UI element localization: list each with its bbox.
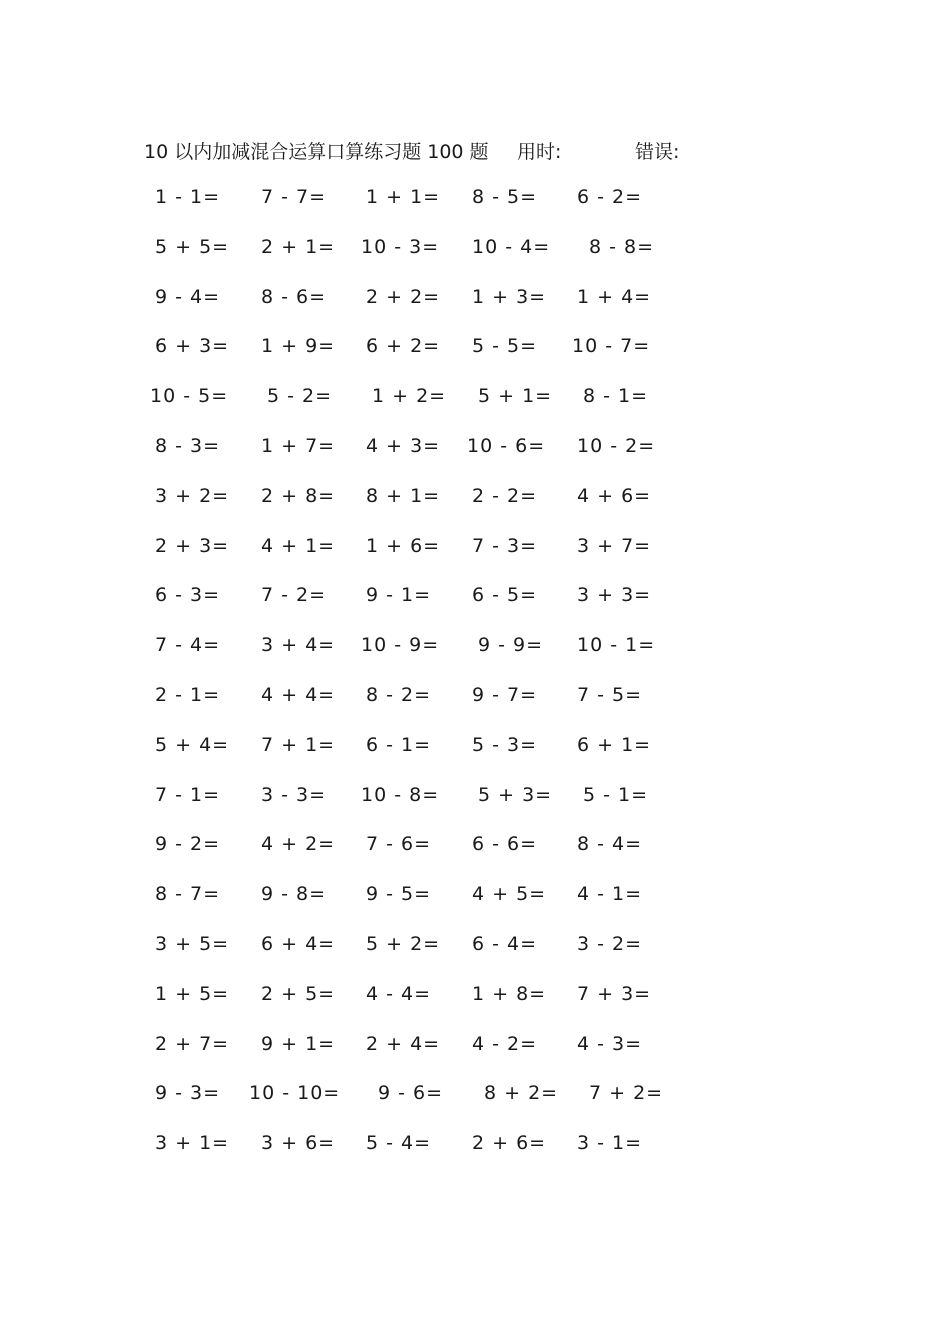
- problem-row: [0, 236, 950, 286]
- problem-item: 8 - 7=: [155, 883, 221, 906]
- problem-item: 4 - 2=: [472, 1032, 538, 1055]
- problem-row: [0, 634, 950, 684]
- problem-row: [0, 485, 950, 535]
- problem-item: 3 + 6=: [261, 1132, 336, 1155]
- problem-item: 2 + 8=: [261, 484, 336, 507]
- problem-row: [0, 784, 950, 834]
- problem-item: 2 + 5=: [261, 982, 336, 1005]
- problem-item: 8 - 4=: [577, 833, 643, 856]
- problem-item: 3 + 5=: [155, 932, 230, 955]
- problem-item: 4 - 4=: [366, 982, 432, 1005]
- problem-item: 4 + 2=: [261, 833, 336, 856]
- problem-item: 1 + 8=: [472, 982, 547, 1005]
- problem-item: 1 + 5=: [155, 982, 230, 1005]
- problem-item: 6 - 4=: [472, 932, 538, 955]
- problem-item: 4 + 3=: [366, 434, 441, 457]
- problem-item: 4 + 5=: [472, 883, 547, 906]
- worksheet-header: [144, 137, 844, 165]
- problem-item: 1 - 1=: [155, 186, 221, 208]
- errors-label: 错误:: [635, 141, 680, 163]
- problem-item: 10 - 4=: [472, 235, 551, 258]
- problem-row: [0, 1132, 950, 1182]
- problem-row: [0, 385, 950, 435]
- problem-item: 3 + 4=: [261, 634, 336, 657]
- problem-item: 2 + 4=: [366, 1032, 441, 1055]
- problem-row: [0, 535, 950, 585]
- problem-item: 1 + 3=: [472, 285, 547, 308]
- problem-item: 6 + 4=: [261, 932, 336, 955]
- problem-item: 9 - 7=: [472, 683, 538, 706]
- problem-item: 10 - 7=: [572, 335, 651, 358]
- problem-item: 5 - 1=: [583, 783, 649, 806]
- problem-row: [0, 983, 950, 1033]
- problem-row: [0, 933, 950, 983]
- problem-item: 8 - 3=: [155, 434, 221, 457]
- problem-item: 5 - 2=: [267, 385, 333, 408]
- problem-item: 5 - 4=: [366, 1132, 432, 1155]
- problem-item: 4 + 6=: [577, 484, 652, 507]
- problem-item: 5 + 1=: [478, 385, 553, 408]
- problem-item: 5 + 5=: [155, 235, 230, 258]
- problem-item: 4 + 1=: [261, 534, 336, 557]
- problem-item: 1 + 2=: [372, 385, 447, 408]
- problem-item: 10 - 9=: [361, 634, 440, 657]
- problem-item: 1 + 6=: [366, 534, 441, 557]
- problem-row: [0, 883, 950, 933]
- problem-item: 8 - 6=: [261, 285, 327, 308]
- problem-row: [0, 734, 950, 784]
- problem-item: 6 - 1=: [366, 733, 432, 756]
- problem-item: 9 - 6=: [378, 1082, 444, 1105]
- problem-item: 6 + 3=: [155, 335, 230, 358]
- problem-item: 9 - 2=: [155, 833, 221, 856]
- problem-item: 6 + 2=: [366, 335, 441, 358]
- problem-item: 8 - 8=: [589, 235, 655, 258]
- problem-row: [0, 833, 950, 883]
- problem-item: 1 + 7=: [261, 434, 336, 457]
- problem-item: 2 + 2=: [366, 285, 441, 308]
- problem-item: 7 - 5=: [577, 683, 643, 706]
- problem-item: 5 - 5=: [472, 335, 538, 358]
- worksheet-title: 10 以内加减混合运算口算练习题 100 题: [144, 141, 489, 163]
- problem-item: 1 + 1=: [366, 186, 441, 208]
- problem-item: 10 - 3=: [361, 235, 440, 258]
- problem-item: 8 + 2=: [484, 1082, 559, 1105]
- problem-item: 10 - 5=: [150, 385, 229, 408]
- problem-item: 10 - 1=: [577, 634, 656, 657]
- problem-item: 7 + 3=: [577, 982, 652, 1005]
- problem-item: 6 - 2=: [577, 186, 643, 208]
- problem-item: 9 - 4=: [155, 285, 221, 308]
- problem-item: 7 - 7=: [261, 186, 327, 208]
- problem-row: [0, 335, 950, 385]
- problem-item: 3 + 1=: [155, 1132, 230, 1155]
- problem-item: 3 - 1=: [577, 1132, 643, 1155]
- problem-item: 7 - 3=: [472, 534, 538, 557]
- problem-grid: [0, 186, 950, 1182]
- problem-item: 7 - 6=: [366, 833, 432, 856]
- problem-item: 6 + 1=: [577, 733, 652, 756]
- problem-item: 2 + 6=: [472, 1132, 547, 1155]
- problem-item: 3 - 2=: [577, 932, 643, 955]
- problem-item: 7 - 4=: [155, 634, 221, 657]
- problem-item: 7 + 1=: [261, 733, 336, 756]
- problem-item: 3 + 2=: [155, 484, 230, 507]
- problem-item: 10 - 6=: [467, 434, 546, 457]
- problem-row: [0, 186, 950, 236]
- problem-item: 7 - 2=: [261, 584, 327, 607]
- problem-item: 7 - 1=: [155, 783, 221, 806]
- problem-item: 5 + 4=: [155, 733, 230, 756]
- problem-row: [0, 1033, 950, 1083]
- problem-item: 8 - 5=: [472, 186, 538, 208]
- problem-row: [0, 435, 950, 485]
- problem-item: 5 - 3=: [472, 733, 538, 756]
- problem-item: 10 - 8=: [361, 783, 440, 806]
- problem-item: 2 + 3=: [155, 534, 230, 557]
- problem-item: 9 + 1=: [261, 1032, 336, 1055]
- problem-item: 10 - 10=: [249, 1082, 341, 1105]
- problem-item: 9 - 1=: [366, 584, 432, 607]
- problem-item: 8 - 2=: [366, 683, 432, 706]
- problem-item: 2 + 7=: [155, 1032, 230, 1055]
- problem-item: 6 - 5=: [472, 584, 538, 607]
- problem-item: 9 - 5=: [366, 883, 432, 906]
- problem-item: 4 - 1=: [577, 883, 643, 906]
- problem-item: 3 + 3=: [577, 584, 652, 607]
- problem-row: [0, 684, 950, 734]
- time-used-label: 用时:: [517, 141, 562, 163]
- problem-item: 2 - 1=: [155, 683, 221, 706]
- problem-item: 3 - 3=: [261, 783, 327, 806]
- problem-item: 8 + 1=: [366, 484, 441, 507]
- problem-item: 1 + 4=: [577, 285, 652, 308]
- problem-item: 4 + 4=: [261, 683, 336, 706]
- problem-item: 5 + 3=: [478, 783, 553, 806]
- problem-item: 3 + 7=: [577, 534, 652, 557]
- problem-item: 2 - 2=: [472, 484, 538, 507]
- problem-item: 6 - 3=: [155, 584, 221, 607]
- problem-item: 8 - 1=: [583, 385, 649, 408]
- problem-item: 9 - 9=: [478, 634, 544, 657]
- problem-item: 7 + 2=: [589, 1082, 664, 1105]
- problem-row: [0, 584, 950, 634]
- problem-item: 2 + 1=: [261, 235, 336, 258]
- problem-item: 1 + 9=: [261, 335, 336, 358]
- problem-item: 9 - 3=: [155, 1082, 221, 1105]
- problem-item: 5 + 2=: [366, 932, 441, 955]
- problem-row: [0, 286, 950, 336]
- problem-item: 9 - 8=: [261, 883, 327, 906]
- problem-item: 10 - 2=: [577, 434, 656, 457]
- problem-row: [0, 1082, 950, 1132]
- problem-item: 4 - 3=: [577, 1032, 643, 1055]
- problem-item: 6 - 6=: [472, 833, 538, 856]
